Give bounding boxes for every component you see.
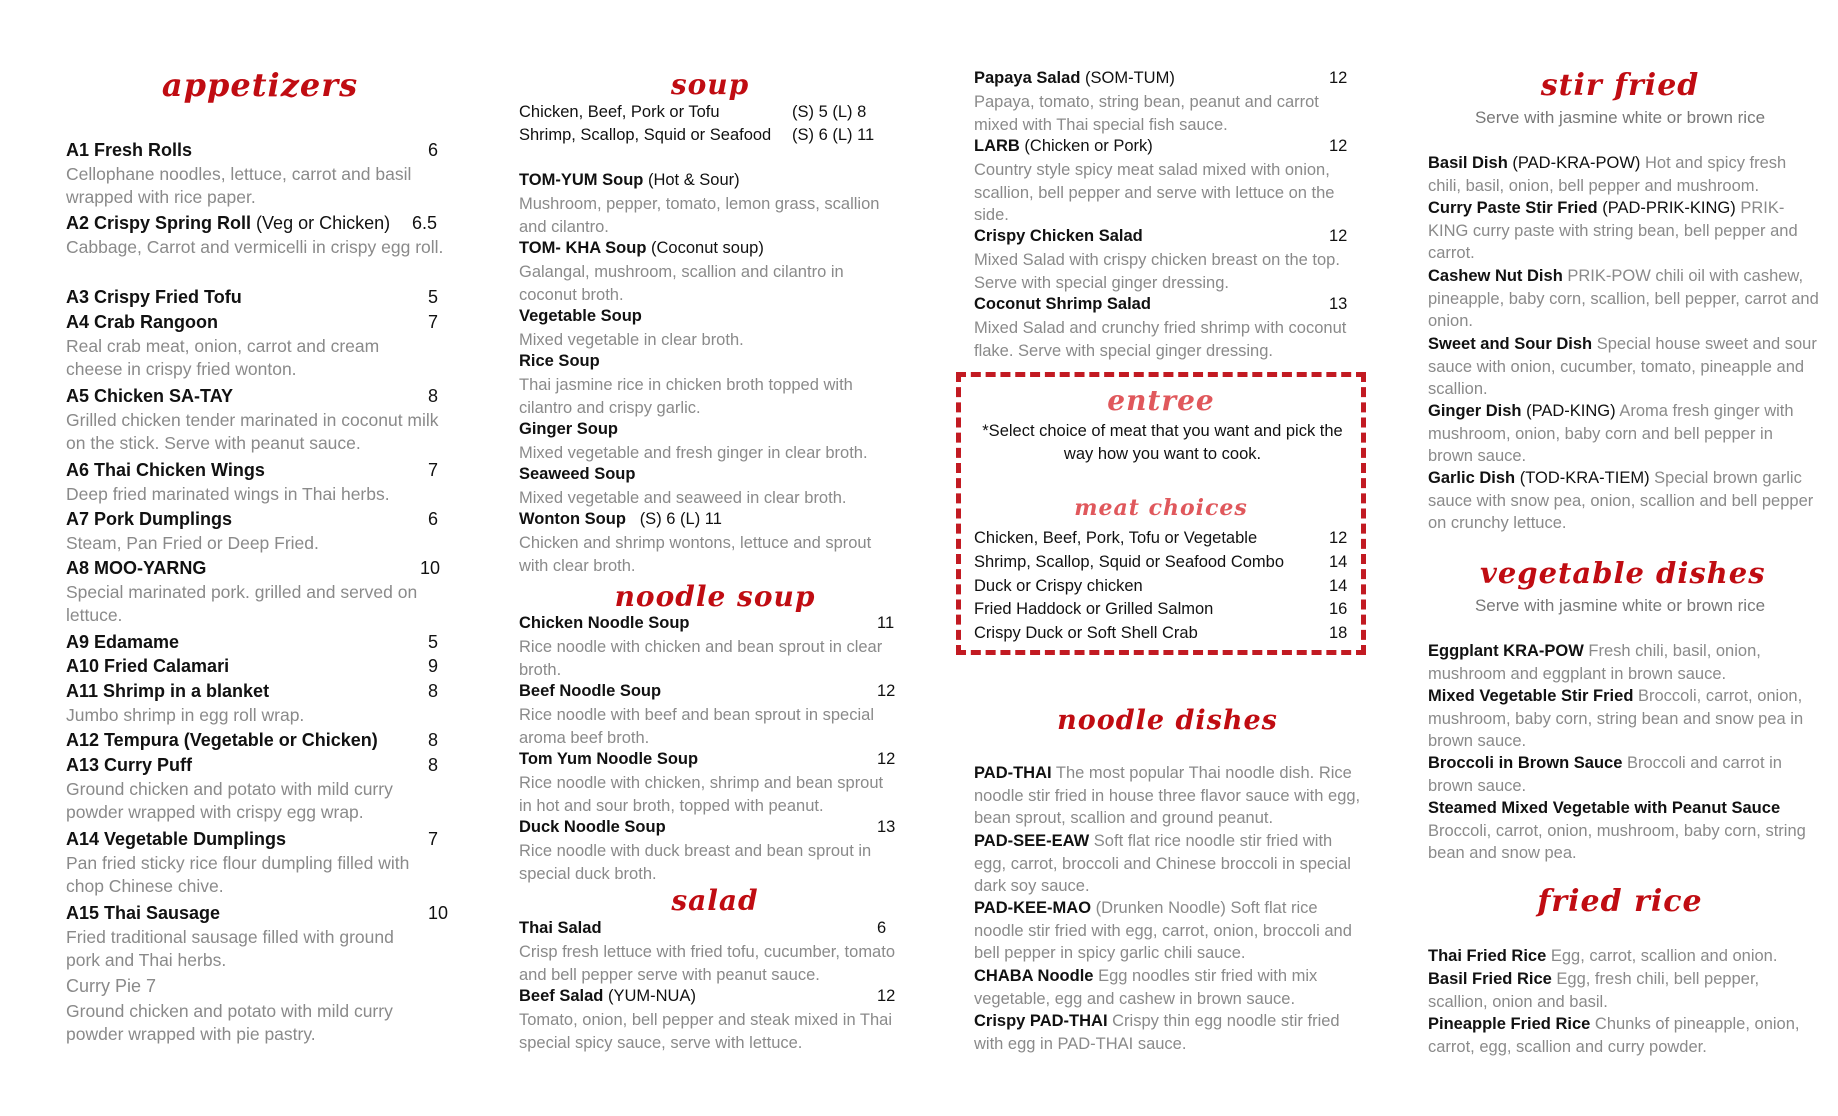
menu-item-name: A14 Vegetable Dumplings [66,829,287,849]
menu-item-name: Crispy Chicken Salad [974,227,1143,245]
meat-choice-price: 16 [1329,600,1348,618]
menu-item-name: Rice Soup [519,352,600,370]
menu-item-name: A7 Pork Dumplings [66,509,233,529]
menu-item-name: A4 Crab Rangoon [66,312,219,332]
menu-item-desc: Chicken and shrimp wontons, lettuce and sprout with clear broth. [519,534,872,575]
menu-item-desc: Galangal, mushroom, scallion and cilantro in coconut broth. [519,263,844,304]
menu-item-price: 13 [1329,295,1348,313]
menu-item-desc: Jumbo shrimp in egg roll wrap. [66,705,305,725]
menu-item-desc: Thai jasmine rice in chicken broth topped with cilantro and crispy garlic. [519,376,853,417]
menu-item-name: Papaya Salad (SOM-TUM) [974,69,1175,87]
menu-item-price: 7 [428,312,439,332]
menu-item-name: Duck Noodle Soup [519,818,666,836]
menu-item-desc: Pan fried sticky rice flour dumpling filled with chop Chinese chive. [66,853,410,896]
menu-item-desc: Crispy PAD-THAI Crispy thin egg noodle stir fried with egg in PAD-THAI sauce. [974,1012,1340,1053]
menu-item-desc: Steam, Pan Fried or Deep Fried. [66,533,319,553]
menu-item-desc: Ground chicken and potato with mild curry powder wrapped with crispy egg wrap. [66,779,393,822]
menu-item-desc: PAD-SEE-EAW Soft flat rice noodle stir fried with egg, carrot, broccoli and Chinese broccoli in special dark soy sauce. [974,832,1351,895]
menu-item-name: A13 Curry Puff [66,755,193,775]
meat-choice-price: 14 [1329,553,1348,571]
menu-item-desc: Tomato, onion, bell pepper and steak mixed in Thai special spicy sauce, serve with lettuce. [519,1011,893,1052]
menu-item-name: A10 Fried Calamari [66,656,230,676]
menu-item-price: 8 [428,681,439,701]
menu-item-name: Chicken Noodle Soup [519,614,690,632]
menu-item-desc: Thai Fried Rice Egg, carrot, scallion and onion. [1428,947,1778,965]
fried-rice-heading: fried rice [1537,884,1703,919]
meat-choice-label: Crispy Duck or Soft Shell Crab [974,624,1198,642]
menu-item-desc: Rice noodle with chicken, shrimp and bean sprout in hot and sour broth, topped with peanut. [519,774,884,815]
menu-item-price: 12 [877,987,896,1005]
menu-item-price: 8 [428,730,439,750]
menu-item-price: 10 [428,903,449,923]
stir-fried-subtitle: Serve with jasmine white or brown rice [1474,108,1766,127]
soup-price: (S) 6 (L) 11 [792,126,875,144]
menu-item-desc: Mixed Salad with crispy chicken breast on the top. Serve with special ginger dressing. [974,251,1340,292]
soup-price-label: Chicken, Beef, Pork or Tofu [519,103,720,121]
menu-item-desc: Fried traditional sausage filled with ground pork and Thai herbs. [66,927,394,970]
noodle-soup-heading: noodle soup [614,580,816,613]
menu-item-price: 13 [877,818,896,836]
menu-item-price: 12 [877,750,896,768]
menu-item-price: 5 [428,632,439,652]
menu-item-name: TOM-YUM Soup (Hot & Sour) [519,171,740,189]
menu-item-name: A8 MOO-YARNG [66,558,207,578]
menu-item-name: A15 Thai Sausage [66,903,221,923]
menu-item-desc: CHABA Noodle Egg noodles stir fried with mix vegetable, egg and cashew in brown sauce. [974,967,1318,1008]
menu-item-desc: Rice noodle with beef and bean sprout in special aroma beef broth. [519,706,874,747]
menu-item-desc: Mixed vegetable in clear broth. [519,331,744,349]
menu-item-price: 8 [428,386,439,406]
menu-item-price: 10 [420,558,441,578]
menu-item-desc: Cellophane noodles, lettuce, carrot and basil wrapped with rice paper. [66,164,412,207]
menu-item-desc: Ground chicken and potato with mild curry powder wrapped with pie pastry. [66,1001,393,1044]
menu-item-desc: Crisp fresh lettuce with fried tofu, cucumber, tomato and bell pepper serve with peanut sauce. [519,943,895,984]
menu-item-desc: PAD-KEE-MAO (Drunken Noodle) Soft flat rice noodle stir fried with egg, carrot, onion, broccoli and bell pepper in spicy garlic chili sauce. [974,899,1352,962]
menu-item-desc: Special marinated pork. grilled and served on lettuce. [66,582,418,625]
menu-item-name: Vegetable Soup [519,307,642,325]
meat-choices-heading: meat choices [1074,495,1248,521]
menu-item-price: 6 [428,140,439,160]
menu-item-name: A1 Fresh Rolls [66,140,193,160]
salad-heading: salad [671,884,759,917]
menu-item-name: A3 Crispy Fried Tofu [66,287,242,307]
menu-item-price: 9 [428,656,439,676]
menu-item-name: Seaweed Soup [519,465,636,483]
menu-item-name: A11 Shrimp in a blanket [66,681,270,701]
menu-item-name: A5 Chicken SA-TAY [66,386,234,406]
menu-item-desc: Mixed Salad and crunchy fried shrimp with coconut flake. Serve with special ginger dressing. [974,319,1347,360]
menu-item-price: 5 [428,287,439,307]
meat-choice-price: 18 [1329,624,1348,642]
menu-item-name: LARB (Chicken or Pork) [974,137,1153,155]
entree-note: *Select choice of meat that you want and pick the way how you want to cook. [982,422,1343,463]
menu-item-desc: Basil Fried Rice Egg, fresh chili, bell pepper, scallion, onion and basil. [1428,970,1760,1011]
menu-item-desc: Garlic Dish (TOD-KRA-TIEM) Special brown garlic sauce with snow pea, onion, scallion and bell pepper on crunchy lettuce. [1428,469,1814,532]
menu-item-name: Ginger Soup [519,420,618,438]
menu-item-desc: Basil Dish (PAD-KRA-POW) Hot and spicy fresh chili, basil, onion, bell pepper and mushroom. [1428,154,1787,195]
menu-item-name: A2 Crispy Spring Roll (Veg or Chicken) [66,213,391,233]
menu-item-price: 11 [877,614,895,632]
menu-item-desc: Cashew Nut Dish PRIK-POW chili oil with cashew, pineapple, baby corn, scallion, bell pepper, carrot and onion. [1428,267,1819,330]
menu-item-desc: Real crab meat, onion, carrot and cream cheese in crispy fried wonton. [66,336,380,379]
vegetable-dishes-heading: vegetable dishes [1480,556,1766,590]
entree-heading: entree [1107,384,1215,417]
menu-item-desc: Mushroom, pepper, tomato, lemon grass, scallion and cilantro. [519,195,880,236]
menu-item-desc: Mixed vegetable and seaweed in clear broth. [519,489,847,507]
menu-item-desc: Grilled chicken tender marinated in coconut milk on the stick. Serve with peanut sauce. [66,410,439,453]
menu-item-desc: PAD-THAI The most popular Thai noodle dish. Rice noodle stir fried in house three flavor sauce with egg, bean sprout, scallion and ground peanut. [974,764,1361,827]
menu-item-name: Coconut Shrimp Salad [974,295,1151,313]
menu-item-name: Beef Noodle Soup [519,682,662,700]
meat-choice-label: Shrimp, Scallop, Squid or Seafood Combo [974,553,1285,571]
menu-item-name: Tom Yum Noodle Soup [519,750,699,768]
menu-item-desc: Mixed Vegetable Stir Fried Broccoli, carrot, onion, mushroom, baby corn, string bean and snow pea in brown sauce. [1428,687,1804,750]
menu-item-price: 6 [877,919,887,937]
vegetable-dishes-subtitle: Serve with jasmine white or brown rice [1474,596,1766,615]
menu-item-desc: Cabbage, Carrot and vermicelli in crispy egg roll. [66,237,444,257]
menu-item-name: Curry Pie 7 [66,976,157,996]
menu-item-desc: Mixed vegetable and fresh ginger in clear broth. [519,444,868,462]
menu-item-desc: Broccoli in Brown Sauce Broccoli and carrot in brown sauce. [1428,754,1782,795]
menu-item-price: 12 [1329,137,1348,155]
menu-item-name: A9 Edamame [66,632,180,652]
menu-item-price: 12 [877,682,896,700]
menu-item-desc: Eggplant KRA-POW Fresh chili, basil, onion, mushroom and eggplant in brown sauce. [1428,642,1761,683]
menu-item-price: 6 [428,509,439,529]
menu-item-desc: Country style spicy meat salad mixed with onion, scallion, bell pepper and serve with lettuce on the side. [974,161,1335,224]
menu-item-price: 6.5 [412,213,438,233]
menu-item-price: 12 [1329,227,1348,245]
meat-choice-label: Duck or Crispy chicken [974,577,1143,595]
menu-item-desc: Papaya, tomato, string bean, peanut and carrot mixed with Thai special fish sauce. [974,93,1319,134]
menu-item-desc: Curry Paste Stir Fried (PAD-PRIK-KING) PRIK-KING curry paste with string bean, bell pepper and carrot. [1428,199,1798,262]
menu-item-desc: Pineapple Fried Rice Chunks of pineapple, onion, carrot, egg, scallion and curry powder. [1428,1015,1800,1056]
menu-item-name: A6 Thai Chicken Wings [66,460,265,480]
menu-item-price: 8 [428,755,439,775]
menu-item-name: TOM- KHA Soup (Coconut soup) [519,239,764,257]
menu-item-name: Thai Salad [519,919,602,937]
menu-item-price: 7 [428,829,439,849]
stir-fried-heading: stir fried [1540,68,1700,103]
menu-item-name: Wonton Soup (S) 6 (L) 11 [519,510,722,528]
menu-item-desc: Sweet and Sour Dish Special house sweet and sour sauce with onion, cucumber, tomato, pineapple and scallion. [1428,335,1817,398]
menu-item-name: Beef Salad (YUM-NUA) [519,987,696,1005]
menu-item-desc: Rice noodle with chicken and bean sprout in clear broth. [519,638,883,679]
menu-item-desc: Deep fried marinated wings in Thai herbs. [66,484,390,504]
appetizers-heading: appetizers [161,66,359,104]
meat-choice-price: 12 [1329,529,1348,547]
menu-item-desc: Rice noodle with duck breast and bean sprout in special duck broth. [519,842,872,883]
meat-choice-price: 14 [1329,577,1348,595]
menu-item-name: A12 Tempura (Vegetable or Chicken) [66,730,378,750]
noodle-dishes-heading: noodle dishes [1057,705,1278,736]
meat-choice-label: Chicken, Beef, Pork, Tofu or Vegetable [974,529,1258,547]
menu-item-price: 12 [1329,69,1348,87]
meat-choice-label: Fried Haddock or Grilled Salmon [974,600,1214,618]
soup-price-label: Shrimp, Scallop, Squid or Seafood [519,126,772,144]
soup-heading: soup [670,68,750,101]
menu-item-desc: Ginger Dish (PAD-KING) Aroma fresh ginger with mushroom, onion, baby corn and bell pepper in brown sauce. [1428,402,1794,465]
menu-item-desc: Steamed Mixed Vegetable with Peanut Sauce Broccoli, carrot, onion, mushroom, baby corn, string bean and snow pea. [1428,799,1806,862]
soup-price: (S) 5 (L) 8 [792,103,867,121]
menu-item-price: 7 [428,460,439,480]
